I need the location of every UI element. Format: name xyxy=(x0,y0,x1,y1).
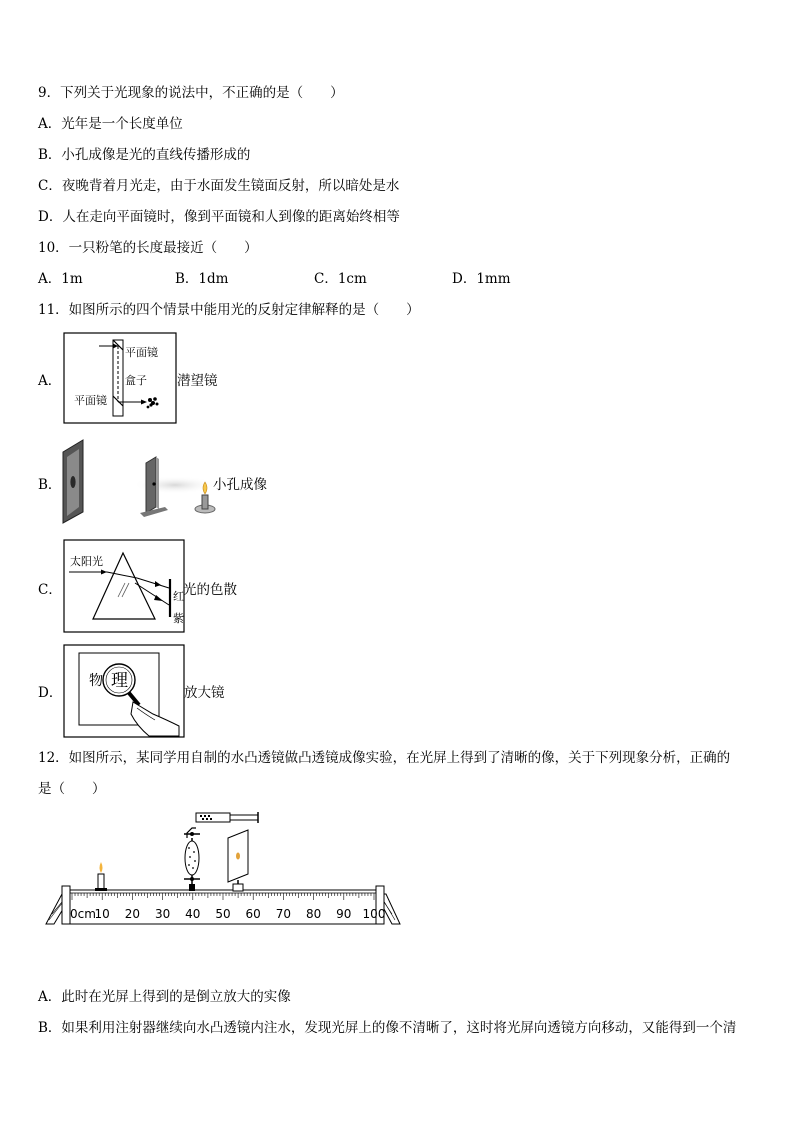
bench-tick-label: 100 xyxy=(362,907,386,921)
q12-stem-line1: 12．如图所示，某同学用自制的水凸透镜做凸透镜成像实验，在光屏上得到了清晰的像，关于下列现象分析，正确的 xyxy=(38,750,731,766)
q11-option-c-letter: C． xyxy=(38,582,62,598)
bench-tick-label: 50 xyxy=(215,907,231,921)
prism-figure xyxy=(63,539,185,633)
q9-option-a: A．光年是一个长度单位 xyxy=(38,116,183,132)
pinhole-figure xyxy=(60,437,220,527)
bench-tick-label: 60 xyxy=(245,907,261,921)
bench-tick-label: 80 xyxy=(305,907,322,921)
sunlight-label: 太阳光 xyxy=(70,555,103,568)
q10-option-b: B．1dm xyxy=(175,271,229,287)
q10-stem: 10．一只粉笔的长度最接近（ ） xyxy=(38,240,258,256)
q12-option-b: B．如果利用注射器继续向水凸透镜内注水，发现光屏上的像不清晰了，这时将光屏向透镜方向移动，又能得到一个清 xyxy=(38,1020,737,1036)
red-label: 红 xyxy=(173,590,184,603)
q11-option-a-letter: A． xyxy=(38,373,62,389)
bench-tick-label: 10 xyxy=(94,907,110,921)
q12-option-a: A．此时在光屏上得到的是倒立放大的实像 xyxy=(38,989,291,1005)
q11-option-d-caption: 放大镜 xyxy=(184,685,225,701)
q11-option-b-caption: 小孔成像 xyxy=(213,477,267,493)
magnifier-char-li: 理 xyxy=(111,671,128,691)
magnifier-char-wu: 物 xyxy=(89,673,103,689)
q9-option-c: C．夜晚背着月光走，由于水面发生镜面反射，所以暗处是水 xyxy=(38,178,400,194)
q11-option-c-caption: 光的色散 xyxy=(183,582,237,598)
optical-bench-figure xyxy=(44,808,404,932)
periscope-lower-mirror-label: 平面镜 xyxy=(74,394,107,407)
periscope-upper-mirror-label: 平面镜 xyxy=(125,346,158,359)
bench-tick-label: 20 xyxy=(124,907,141,921)
bench-tick-label: 90 xyxy=(336,907,352,921)
periscope-box-label: 盒子 xyxy=(125,374,147,387)
q10-option-c: C．1cm xyxy=(314,271,367,287)
bench-tick-label: 40 xyxy=(185,907,201,921)
bench-tick-label: 30 xyxy=(154,907,171,921)
violet-label: 紫 xyxy=(173,612,184,625)
periscope-figure xyxy=(63,332,177,424)
q9-option-d: D．人在走向平面镜时，像到平面镜和人到像的距离始终相等 xyxy=(38,209,400,225)
q11-option-d-letter: D． xyxy=(38,685,63,701)
bench-tick-label: 70 xyxy=(275,907,292,921)
q11-option-a-caption: 潜望镜 xyxy=(177,373,218,389)
bench-tick-label: 0cm xyxy=(70,907,96,921)
q9-option-b: B．小孔成像是光的直线传播形成的 xyxy=(38,147,251,163)
magnifier-figure xyxy=(63,644,185,738)
q9-stem: 9．下列关于光现象的说法中，不正确的是（ ） xyxy=(38,85,344,101)
q11-stem: 11．如图所示的四个情景中能用光的反射定律解释的是（ ） xyxy=(38,302,420,318)
q10-option-d: D．1mm xyxy=(452,271,511,287)
q12-stem-line2: 是（ ） xyxy=(38,781,106,797)
q11-option-b-letter: B． xyxy=(38,477,62,493)
q10-option-a: A．1m xyxy=(38,271,83,287)
